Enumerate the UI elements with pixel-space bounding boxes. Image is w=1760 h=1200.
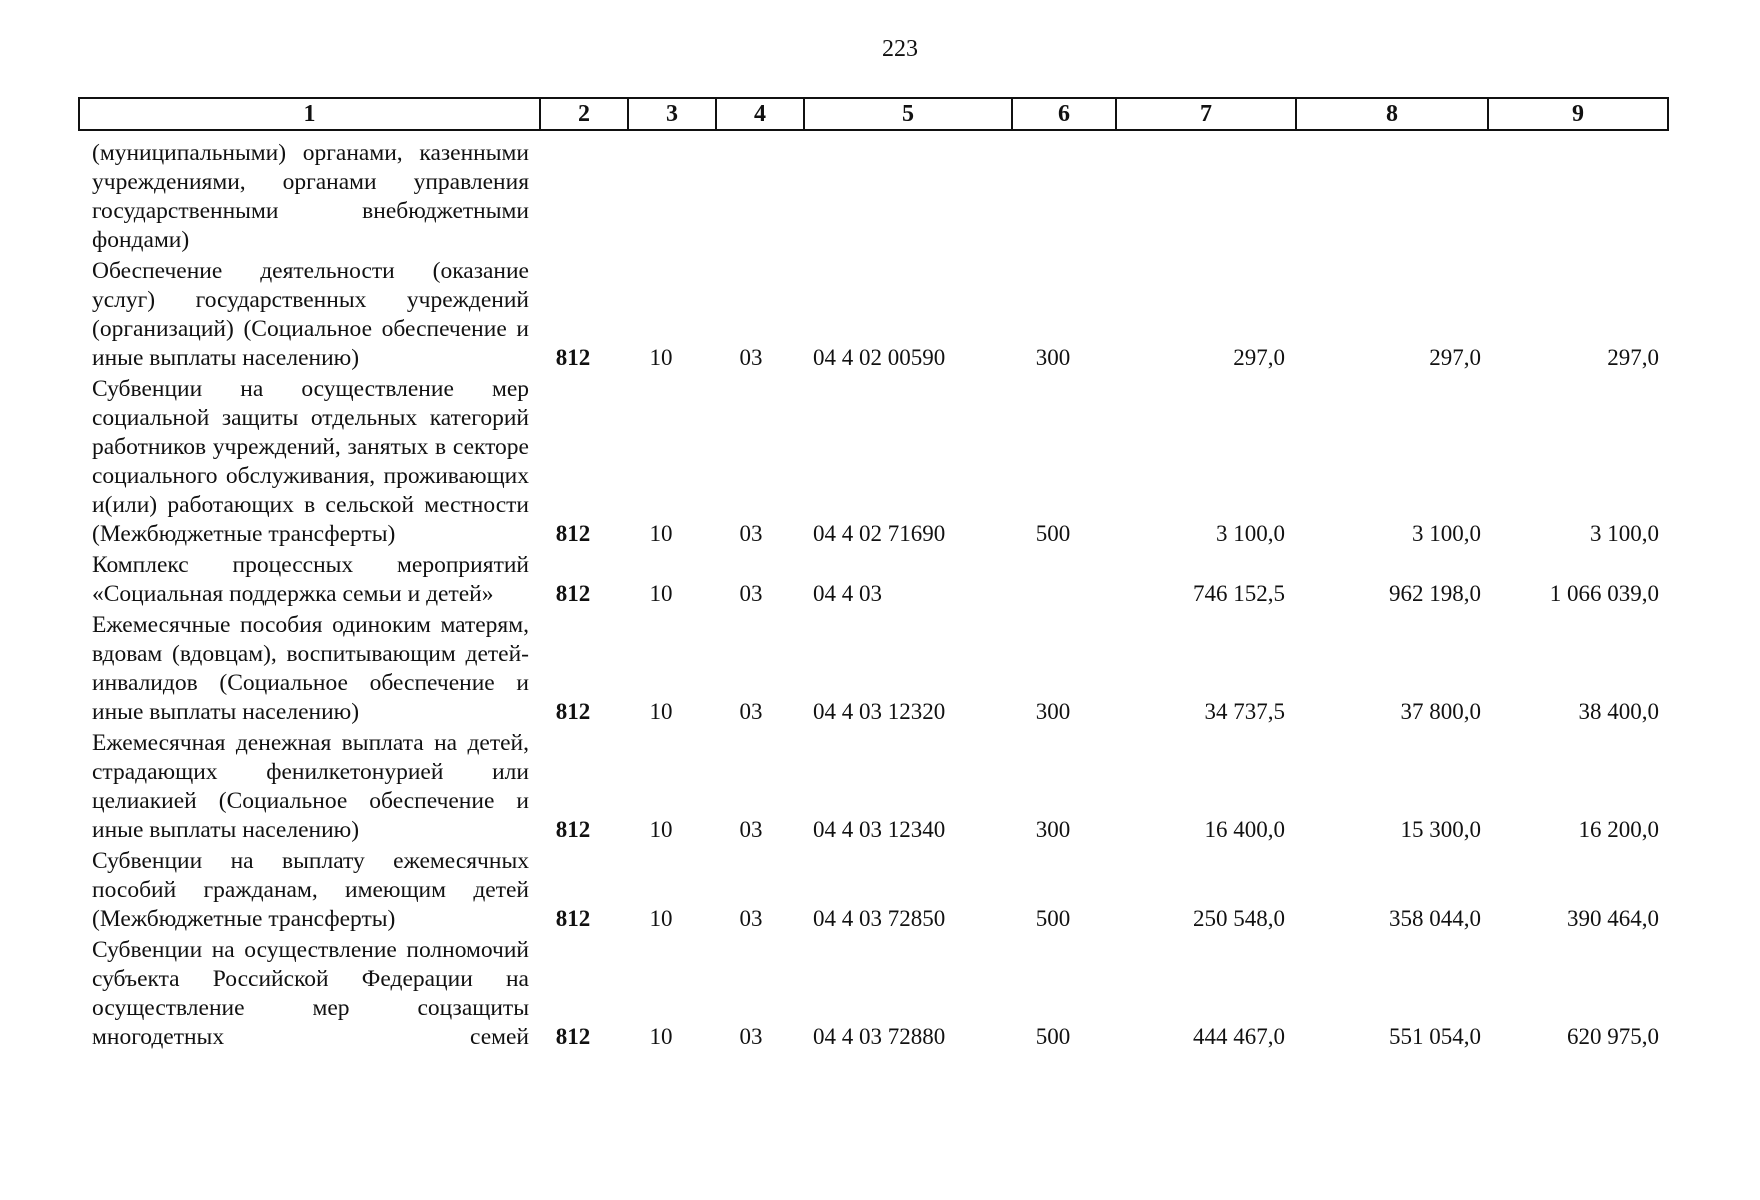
column-header-6: 6 <box>1011 99 1115 129</box>
grbs-code: 812 <box>555 521 591 546</box>
row-description: (муниципальными) органами, казенными учреждениями, органами управления государственными внебюджетными фондами) <box>92 140 529 253</box>
amount-year-1: 16 400,0 <box>1204 817 1285 842</box>
row-description: Обеспечение деятельности (оказание услуг) государственных учреждений (организаций) (Социальное обеспечение и иные выплаты населению) <box>92 258 529 371</box>
amount-year-2: 962 198,0 <box>1389 581 1481 606</box>
table-row <box>0 257 1760 373</box>
table-row <box>0 375 1760 549</box>
expense-type-code: 500 <box>1035 521 1071 546</box>
column-header-7: 7 <box>1115 99 1295 129</box>
grbs-code: 812 <box>555 345 591 370</box>
amount-year-2: 37 800,0 <box>1400 699 1481 724</box>
column-header-8: 8 <box>1295 99 1487 129</box>
amount-year-3: 38 400,0 <box>1578 699 1659 724</box>
grbs-code: 812 <box>555 699 591 724</box>
target-article-code: 04 4 03 <box>813 581 882 606</box>
amount-year-2: 15 300,0 <box>1400 817 1481 842</box>
subsection-code: 03 <box>739 817 763 842</box>
expense-type-code: 500 <box>1035 906 1071 931</box>
subsection-code: 03 <box>739 906 763 931</box>
grbs-code: 812 <box>555 817 591 842</box>
amount-year-1: 444 467,0 <box>1193 1024 1285 1049</box>
row-description: Ежемесячная денежная выплата на детей, страдающих фенилкетонурией или целиакией (Социальное обеспечение и иные выплаты населению) <box>92 730 529 843</box>
section-code: 10 <box>649 699 673 724</box>
amount-year-2: 358 044,0 <box>1389 906 1481 931</box>
amount-year-1: 3 100,0 <box>1216 521 1285 546</box>
target-article-code: 04 4 02 71690 <box>813 521 946 546</box>
amount-year-1: 746 152,5 <box>1193 581 1285 606</box>
subsection-code: 03 <box>739 345 763 370</box>
target-article-code: 04 4 02 00590 <box>813 345 946 370</box>
section-code: 10 <box>649 581 673 606</box>
amount-year-1: 297,0 <box>1233 345 1285 370</box>
expense-type-code: 300 <box>1035 817 1071 842</box>
subsection-code: 03 <box>739 521 763 546</box>
grbs-code: 812 <box>555 906 591 931</box>
row-description: Ежемесячные пособия одиноким матерям, вдовам (вдовцам), воспитывающим детей-инвалидов (Социальное обеспечение и иные выплаты населению) <box>92 612 529 725</box>
section-code: 10 <box>649 817 673 842</box>
table-row <box>0 729 1760 845</box>
row-description: Субвенции на выплату ежемесячных пособий гражданам, имеющим детей (Межбюджетные трансферты) <box>92 848 529 932</box>
amount-year-2: 551 054,0 <box>1389 1024 1481 1049</box>
subsection-code: 03 <box>739 1024 763 1049</box>
row-description: Субвенции на осуществление мер социальной защиты отдельных категорий работников учреждений, занятых в секторе социального обслуживания, проживающих и(или) работающих в сельской местности (Межбюджетные трансферты) <box>92 376 529 547</box>
column-header-5: 5 <box>803 99 1011 129</box>
subsection-code: 03 <box>739 699 763 724</box>
row-description: Комплекс процессных мероприятий «Социальная поддержка семьи и детей» <box>92 552 529 607</box>
table-row <box>0 611 1760 727</box>
section-code: 10 <box>649 1024 673 1049</box>
amount-year-3: 390 464,0 <box>1567 906 1659 931</box>
expense-type-code: 500 <box>1035 1024 1071 1049</box>
page-number: 223 <box>882 36 918 62</box>
amount-year-2: 297,0 <box>1429 345 1481 370</box>
target-article-code: 04 4 03 12320 <box>813 699 946 724</box>
grbs-code: 812 <box>555 581 591 606</box>
grbs-code: 812 <box>555 1024 591 1049</box>
column-header-2: 2 <box>539 99 627 129</box>
amount-year-3: 1 066 039,0 <box>1549 581 1659 606</box>
amount-year-1: 250 548,0 <box>1193 906 1285 931</box>
column-header-9: 9 <box>1487 99 1667 129</box>
section-code: 10 <box>649 906 673 931</box>
amount-year-1: 34 737,5 <box>1204 699 1285 724</box>
subsection-code: 03 <box>739 581 763 606</box>
table-row <box>0 847 1760 934</box>
section-code: 10 <box>649 345 673 370</box>
amount-year-3: 16 200,0 <box>1578 817 1659 842</box>
amount-year-3: 620 975,0 <box>1567 1024 1659 1049</box>
table-row <box>0 139 1760 255</box>
section-code: 10 <box>649 521 673 546</box>
amount-year-3: 297,0 <box>1607 345 1659 370</box>
table-row <box>0 936 1760 1052</box>
target-article-code: 04 4 03 12340 <box>813 817 946 842</box>
target-article-code: 04 4 03 72850 <box>813 906 946 931</box>
target-article-code: 04 4 03 72880 <box>813 1024 946 1049</box>
table-header <box>78 97 1669 131</box>
column-header-4: 4 <box>715 99 803 129</box>
table-body <box>0 139 1760 1054</box>
amount-year-3: 3 100,0 <box>1590 521 1659 546</box>
table-row <box>0 551 1760 609</box>
expense-type-code: 300 <box>1035 699 1071 724</box>
column-header-1: 1 <box>303 101 316 127</box>
row-description: Субвенции на осуществление полномочий субъекта Российской Федерации на осуществление мер соцзащиты многодетных семей <box>92 937 529 1050</box>
column-header-3: 3 <box>627 99 715 129</box>
expense-type-code: 300 <box>1035 345 1071 370</box>
amount-year-2: 3 100,0 <box>1412 521 1481 546</box>
